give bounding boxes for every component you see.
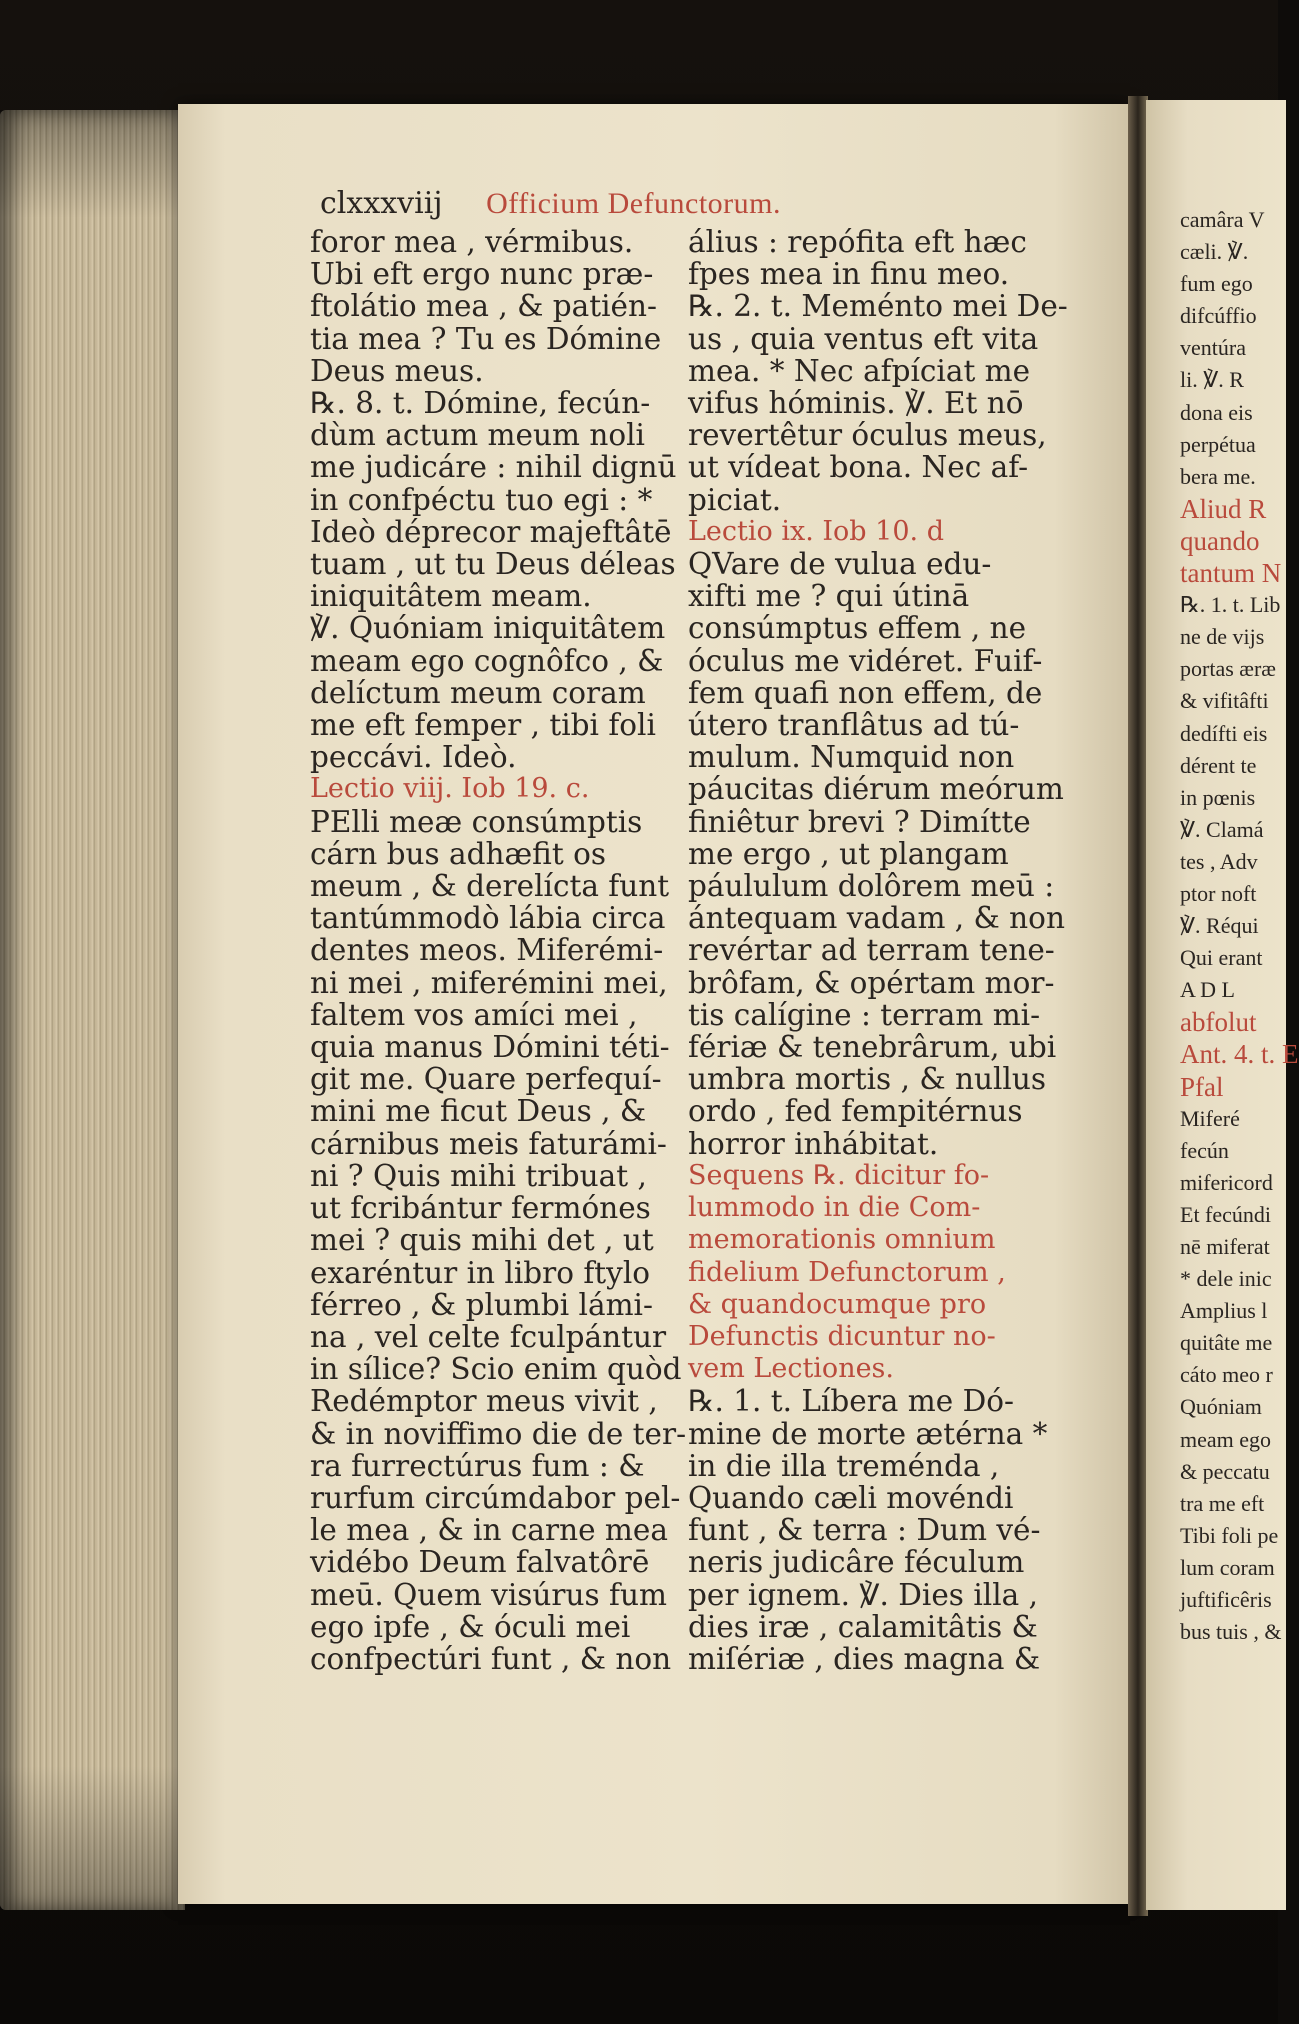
text-line: meum , & derelícta funt <box>310 869 670 904</box>
facing-text-line: dérent te <box>1180 752 1257 778</box>
facing-text-line: ventúra <box>1180 335 1246 361</box>
facing-text-line: mifericord <box>1180 1169 1273 1195</box>
text-line: dentes meos. Miferémi- <box>310 933 664 968</box>
text-line: meam ego cognôfco , & <box>310 643 664 678</box>
text-line: fériæ & tenebrârum, ubi <box>688 1030 1057 1065</box>
folio-number: clxxxviij <box>320 186 443 221</box>
text-line: tia mea ? Tu es Dómine <box>310 321 662 356</box>
facing-text-line: difcúffio <box>1180 303 1257 329</box>
text-line: git me. Quare perfequí- <box>310 1062 662 1097</box>
text-line: & quandocumque pro <box>688 1288 987 1320</box>
text-line: confpectúri funt , & non <box>310 1641 672 1676</box>
text-line: páululum dolôrem meū : <box>688 869 1055 904</box>
text-line: QVare de vulua edu- <box>688 547 992 582</box>
facing-text-line: ptor noft <box>1180 880 1257 906</box>
text-line: Redémptor meus vivit , <box>310 1384 658 1419</box>
facing-text-line: Miferé <box>1180 1105 1240 1131</box>
text-line: in confpéctu tuo egi : * <box>310 482 653 517</box>
text-line: óculus me vidéret. Fuif- <box>688 643 1043 678</box>
text-line: álius : repófita eft hæc <box>688 225 1027 259</box>
facing-text-line: Pfal <box>1180 1071 1224 1102</box>
text-line: ego ipfe , & óculi mei <box>310 1609 631 1644</box>
text-line: ni mei , miferémini mei, <box>310 965 668 1000</box>
facing-text-line: abfolut <box>1180 1007 1257 1038</box>
facing-text-line: quando <box>1180 525 1260 556</box>
text-line: us , quia ventus eft vita <box>688 321 1039 356</box>
text-line: Deus meus. <box>310 353 484 388</box>
text-line: mulum. Numquid non <box>688 740 1015 775</box>
facing-text-line: & peccatu <box>1180 1458 1270 1484</box>
text-line: tantúmmodò lábia circa <box>310 901 666 936</box>
text-line: na , vel celte fculpántur <box>310 1319 667 1354</box>
text-line: Lectio viij. Iob 19. c. <box>310 773 590 805</box>
facing-text-line: li. ℣. R <box>1180 367 1244 393</box>
facing-text-line: Aliud R <box>1180 493 1267 524</box>
text-line: ℞. 1. t. Líbera me Dó- <box>688 1384 1014 1419</box>
page-edges-stack <box>0 110 185 1910</box>
text-line: finiêtur brevi ? Dimítte <box>688 804 1031 839</box>
facing-text-line: juftificêris <box>1180 1587 1272 1613</box>
text-line: me judicáre : nihil dignū <box>310 450 677 485</box>
facing-text-line: lum coram <box>1180 1554 1275 1580</box>
facing-text-line: meam ego <box>1180 1426 1272 1452</box>
text-line: ℞. 8. t. Dómine, fecún- <box>310 386 651 421</box>
text-line: ra furrectúrus fum : & <box>310 1448 645 1483</box>
text-line: per ignem. ℣. Dies illa , <box>688 1577 1038 1612</box>
text-line: mine de morte ætérna * <box>688 1416 1048 1451</box>
facing-text-line: * dele inic <box>1180 1266 1272 1292</box>
text-line: Quando cæli movéndi <box>688 1480 1014 1515</box>
text-line: miſériæ , dies magna & <box>688 1641 1041 1676</box>
text-line: fpes mea in finu meo. <box>688 257 1010 292</box>
text-line: rurfum circúmdabor pel- <box>310 1480 681 1515</box>
text-line: in sílice? Scio enim quòd <box>310 1352 682 1387</box>
text-line: consúmptus effem , ne <box>688 611 1027 646</box>
page-header <box>320 186 781 221</box>
text-line: foror mea , vérmibus. <box>310 225 634 259</box>
text-line: me eft femper , tibi foli <box>310 708 656 743</box>
text-line: ut fcribántur fermónes <box>310 1191 651 1226</box>
facing-text-line: tra me eft <box>1180 1490 1265 1516</box>
facing-text-line: portas æræ <box>1180 656 1276 682</box>
text-line: neris judicâre féculum <box>688 1545 1025 1580</box>
text-line: útero tranflâtus ad tú- <box>688 708 1020 743</box>
text-line: vidébo Deum falvatôrē <box>310 1545 650 1580</box>
text-line: iniquitâtem meam. <box>310 579 592 614</box>
facing-text-line: cæli. ℣. <box>1180 239 1249 265</box>
text-line: exaréntur in libro ftylo <box>310 1255 651 1290</box>
text-line: horror inhábitat. <box>688 1126 939 1161</box>
text-line: mei ? quis mihi det , ut <box>310 1223 654 1258</box>
text-line: vem Lectiones. <box>688 1353 894 1385</box>
text-line: quia manus Dómini téti- <box>310 1030 670 1065</box>
text-line: funt , & terra : Dum vé- <box>688 1513 1041 1548</box>
text-line: revertêtur óculus meus, <box>688 418 1047 453</box>
text-line: dies iræ , calamitâtis & <box>688 1609 1038 1644</box>
facing-text-line: tantum N <box>1180 558 1282 589</box>
facing-text-line: quitâte me <box>1180 1330 1273 1356</box>
text-line: le mea , & in carne mea <box>310 1513 668 1548</box>
text-line: lummodo in die Com- <box>688 1192 981 1224</box>
facing-text-line: fum ego <box>1180 271 1253 297</box>
left-text-column <box>310 225 687 1676</box>
text-line: mini me ficut Deus , & <box>310 1094 647 1129</box>
text-line: meū. Quem visúrus fum <box>310 1577 667 1612</box>
text-line: Ideò déprecor majeftâtē <box>310 514 672 549</box>
text-line: ftolátio mea , & patién- <box>310 289 657 324</box>
right-text-column <box>688 226 1066 1675</box>
text-line: ántequam vadam , & non <box>688 901 1065 936</box>
facing-text-line: Amplius l <box>1180 1298 1268 1324</box>
text-line: cárn bus adhæfit os <box>310 836 606 871</box>
text-line: revértar ad terram tene- <box>688 933 1055 968</box>
text-line: Lectio ix. Iob 10. d <box>688 515 944 547</box>
text-line: brôfam, & opértam mor- <box>688 965 1055 1000</box>
text-line: ℣. Quóniam iniquitâtem <box>310 611 666 646</box>
text-line: PElli meæ consúmptis <box>310 804 643 839</box>
text-line: fidelium Defunctorum , <box>688 1256 1006 1288</box>
text-line: piciat. <box>688 482 782 517</box>
text-line: páucitas diérum meórum <box>688 772 1064 807</box>
facing-text-line: camâra V <box>1180 207 1265 232</box>
facing-text-line: cáto meo r <box>1180 1362 1273 1388</box>
facing-text-line: Quóniam <box>1180 1394 1262 1420</box>
text-line: ℞. 2. t. Meménto mei De- <box>688 289 1068 324</box>
text-line: & in noviffimo die de ter- <box>310 1416 687 1451</box>
facing-page-text <box>1180 204 1299 1648</box>
text-line: ni ? Quis mihi tribuat , <box>310 1158 647 1193</box>
text-line: Ubi eft ergo nunc præ- <box>310 257 654 292</box>
text-line: mea. * Nec afpíciat me <box>688 353 1031 388</box>
facing-text-line: Ant. 4. t. E <box>1180 1039 1299 1070</box>
facing-text-line: ℣. Clamá <box>1180 816 1264 842</box>
facing-text-line: tes , Adv <box>1180 848 1258 874</box>
facing-text-line: fecún <box>1180 1137 1229 1163</box>
text-line: ut vídeat bona. Nec af- <box>688 450 1029 485</box>
text-line: in die illa treménda , <box>688 1448 1000 1483</box>
facing-text-line: Tibi foli pe <box>1180 1522 1279 1548</box>
text-line: férreo , & plumbi lámi- <box>310 1287 653 1322</box>
facing-text-line: Et fecúndi <box>1180 1201 1272 1227</box>
text-line: Sequens ℞. dicitur fo- <box>688 1159 990 1191</box>
book-gutter <box>1128 96 1148 1916</box>
facing-text-line: ne de vijs <box>1180 624 1265 650</box>
facing-text-line: dona eis <box>1180 399 1253 425</box>
facing-text-line: ℞. 1. t. Lib <box>1180 592 1281 618</box>
text-line: fem quafi non effem, de <box>688 675 1043 710</box>
text-line: me ergo , ut plangam <box>688 836 1009 871</box>
facing-text-line: bus tuis , & <box>1180 1619 1282 1645</box>
facing-text-line: A D L <box>1180 977 1235 1003</box>
text-line: faltem vos amíci mei , <box>310 997 638 1032</box>
text-line: tis calígine : terram mi- <box>688 997 1041 1032</box>
facing-text-line: nē miferat <box>1180 1234 1270 1259</box>
facing-text-line: & vifitâfti <box>1180 688 1269 714</box>
facing-text-line: Qui erant <box>1180 945 1263 971</box>
text-line: vifus hóminis. ℣. Et nō <box>688 386 1024 421</box>
text-line: dùm actum meum noli <box>310 418 645 453</box>
facing-text-line: perpétua <box>1180 431 1256 457</box>
running-title: Officium Defunctorum. <box>486 187 782 220</box>
text-line: xifti me ? qui útinā <box>688 579 970 614</box>
facing-text-line: in pœnis <box>1180 784 1256 810</box>
text-line: ordo , fed fempitérnus <box>688 1094 1023 1129</box>
facing-text-line: ℣. Réqui <box>1180 913 1259 939</box>
text-line: tuam , ut tu Deus déleas <box>310 547 676 582</box>
text-line: umbra mortis , & nullus <box>688 1062 1046 1097</box>
facing-text-line: dedífti eis <box>1180 720 1268 746</box>
text-line: delíctum meum coram <box>310 675 646 710</box>
facing-text-line: bera me. <box>1180 463 1256 489</box>
text-line: Defunctis dicuntur no- <box>688 1320 996 1352</box>
text-line: memorationis omnium <box>688 1224 996 1256</box>
text-line: peccávi. Ideò. <box>310 740 517 775</box>
text-line: cárnibus meis faturámi- <box>310 1126 667 1161</box>
